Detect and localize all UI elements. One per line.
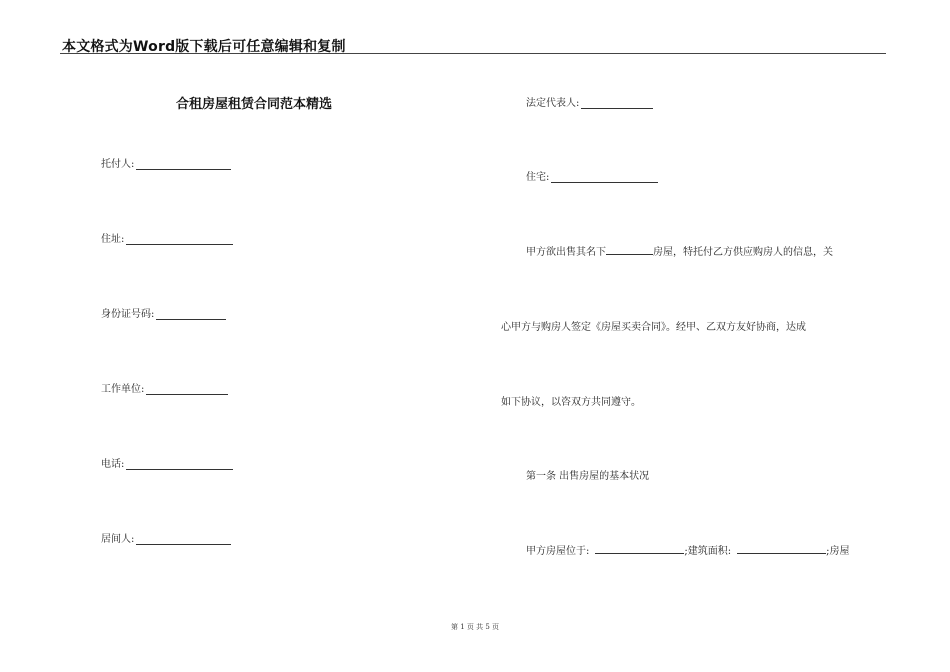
document-title: 合租房屋租赁合同范本精选: [176, 97, 333, 112]
field-phone: [101, 455, 233, 470]
fill-blank: [606, 244, 653, 255]
fill-blank: [136, 159, 231, 170]
paragraph-4-prefix: 甲方房屋位于:: [526, 546, 590, 557]
article-1-heading: 第一条 出售房屋的基本状况: [526, 471, 650, 482]
page-footer: 第 1 页 共 5 页: [450, 623, 500, 631]
fill-blank: [126, 234, 233, 245]
field-residence: [526, 168, 658, 183]
fill-blank: [551, 172, 658, 183]
fill-blank: [595, 543, 684, 554]
field-label: 法定代表人:: [526, 98, 580, 109]
paragraph-4-mid: ;建筑面积:: [684, 546, 732, 557]
header-rule: [60, 53, 886, 54]
field-label: 托付人:: [101, 159, 135, 170]
fill-blank: [146, 384, 228, 395]
field-label: 住宅:: [526, 172, 550, 183]
field-entrustor: [101, 155, 231, 170]
fill-blank: [126, 459, 233, 470]
fill-blank: [581, 98, 653, 109]
paragraph-1-suffix: 房屋，特托付乙方供应购房人的信息，关: [653, 247, 833, 258]
fill-blank: [136, 534, 231, 545]
paragraph-1-prefix: 甲方欲出售其名下: [526, 247, 606, 258]
header-title: 本文格式为Word版下载后可任意编辑和复制: [62, 39, 346, 55]
field-label: 电话:: [101, 459, 125, 470]
field-legal-representative: [526, 94, 653, 109]
field-label: 身份证号码:: [101, 309, 155, 320]
paragraph-2: 心甲方与购房人签定《房屋买卖合同》。经甲、乙双方友好协商，达成: [501, 322, 806, 333]
field-address: [101, 230, 233, 245]
field-intermediary: [101, 530, 231, 545]
fill-blank: [737, 543, 826, 554]
field-label: 居间人:: [101, 534, 135, 545]
fill-blank: [156, 309, 226, 320]
field-label: 住址:: [101, 234, 125, 245]
paragraph-3: 如下协议，以咨双方共同遵守。: [501, 397, 641, 408]
field-employer: [101, 380, 228, 395]
field-label: 工作单位:: [101, 384, 145, 395]
field-id-number: [101, 305, 226, 320]
paragraph-4: [526, 542, 850, 557]
paragraph-1: [526, 243, 833, 258]
paragraph-4-suffix: ;房屋: [826, 546, 850, 557]
